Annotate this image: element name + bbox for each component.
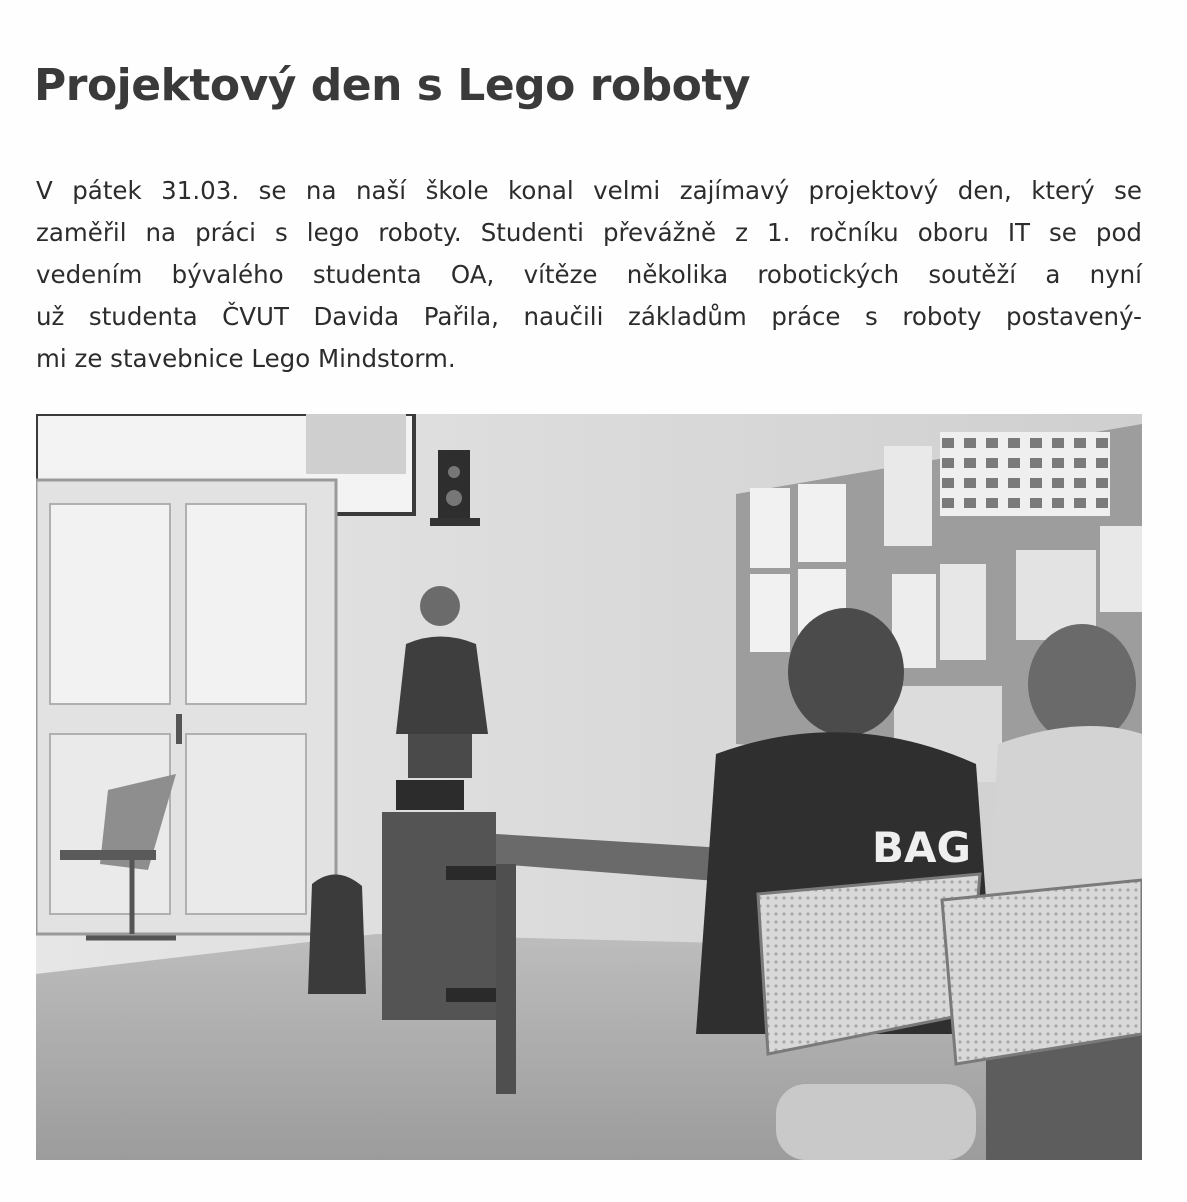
laptop — [396, 780, 464, 810]
poster — [940, 564, 986, 660]
door-panel — [50, 504, 170, 704]
poster — [750, 488, 790, 568]
screen-image — [306, 414, 406, 474]
door-panel — [186, 734, 306, 914]
classroom-photo — [36, 414, 1142, 1160]
body-line: vedením bývalého studenta OA, vítěze několika robotických soutěží a nyní — [36, 260, 1142, 289]
body-line: V pátek 31.03. se na naší škole konal velmi zajímavý projektový den, který se — [36, 176, 1142, 205]
poster — [798, 484, 846, 562]
shirt-print: BAG — [872, 823, 971, 872]
poster — [884, 446, 932, 546]
poster-grid — [940, 432, 1110, 516]
door-handle — [176, 714, 182, 744]
student-chair — [942, 880, 1142, 1064]
article-body — [36, 170, 1142, 380]
backpack — [308, 874, 366, 994]
chair-seat — [776, 1084, 976, 1160]
poster — [1100, 526, 1142, 612]
article-title: Projektový den s Lego roboty — [34, 60, 751, 111]
body-line: zaměřil na práci s lego roboty. Studenti převážně z 1. ročníku oboru IT se pod — [36, 218, 1142, 247]
speaker — [438, 450, 470, 518]
poster — [750, 574, 790, 652]
body-line: mi ze stavebnice Lego Mindstorm. — [36, 344, 456, 373]
door-panel — [186, 504, 306, 704]
body-line: už studenta ČVUT Davida Pařila, naučili základům práce s roboty postavený- — [36, 302, 1142, 331]
